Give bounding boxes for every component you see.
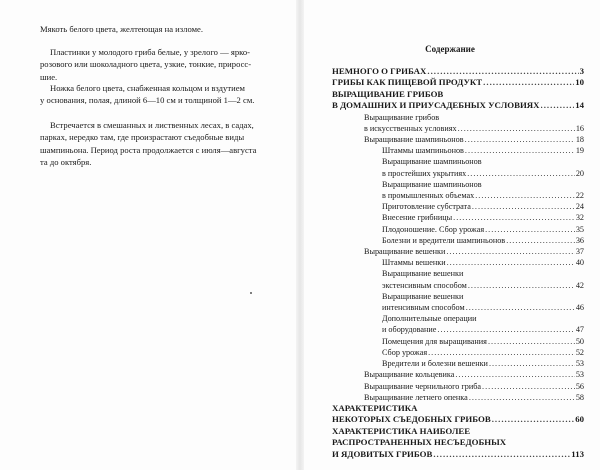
toc-entry-title-line: Выращивание кольцевика xyxy=(364,370,455,380)
toc-leader-dots xyxy=(427,66,578,77)
toc-entry-row xyxy=(382,168,584,179)
toc-page-number: 50 xyxy=(575,336,584,346)
toc-leader-dots xyxy=(482,381,575,392)
paragraph-habitat xyxy=(40,119,280,169)
toc-leader-dots xyxy=(467,168,575,179)
text-line: Пластинки у молодого гриба белые, у зрелого — ярко- xyxy=(50,47,251,57)
toc-page-number: 20 xyxy=(575,168,584,178)
text-line: та до октября. xyxy=(40,157,92,168)
toc-entry-row xyxy=(382,324,584,335)
toc-leader-dots xyxy=(472,201,575,212)
toc-entry-row xyxy=(364,392,584,403)
toc-entry-title-line: экстенсивным способом xyxy=(382,280,467,290)
toc-entry-title-line: ВЫРАЩИВАНИЕ ГРИБОВ xyxy=(332,88,444,99)
paragraph-flesh xyxy=(40,23,280,35)
toc-entry-title-line: в простейших укрытиях xyxy=(382,168,467,178)
toc-leader-dots xyxy=(437,324,574,335)
toc-entry xyxy=(332,403,584,426)
toc-entry-row xyxy=(382,347,584,358)
toc-entry-row xyxy=(332,77,584,88)
text-line: у основания, полая, длиной 6—10 см и толщиной 1—2 см. xyxy=(40,95,255,106)
scan-speck xyxy=(250,292,252,294)
toc-leader-dots xyxy=(489,358,575,369)
toc-entry xyxy=(332,291,584,313)
toc-leader-dots xyxy=(506,235,575,246)
toc-leader-dots xyxy=(455,369,574,380)
toc-entry-title-line: Помещения для выращивания xyxy=(382,336,487,346)
toc-entry-row xyxy=(382,201,584,212)
toc-page-number: 3 xyxy=(579,66,584,76)
toc-entry xyxy=(332,268,584,290)
toc-leader-dots xyxy=(468,280,575,291)
toc-leader-dots xyxy=(485,224,575,235)
toc-entry xyxy=(332,224,584,235)
toc-entry xyxy=(332,381,584,392)
toc-leader-dots xyxy=(488,336,575,347)
paragraph-gills xyxy=(40,46,280,83)
toc-entry xyxy=(332,112,584,134)
toc-entry-title-line: в искусственных условиях xyxy=(364,123,457,133)
paragraph-stem xyxy=(40,82,280,107)
toc-entry xyxy=(332,246,584,257)
toc-entry-title-line: Выращивание грибов xyxy=(364,112,440,122)
toc-page-number: 32 xyxy=(575,213,584,223)
toc-entry xyxy=(332,89,584,112)
toc-page-number: 14 xyxy=(575,100,584,111)
toc-page-number: 19 xyxy=(575,146,584,156)
toc-page-number: 53 xyxy=(575,370,584,380)
toc-entry-row xyxy=(382,190,584,201)
toc-entry-row xyxy=(382,280,584,291)
toc-entry xyxy=(332,392,584,403)
toc-title: Содержание xyxy=(425,44,475,54)
toc-entry-row xyxy=(382,235,584,246)
toc-entry-title-line: Выращивание вешенки xyxy=(364,247,446,257)
toc-leader-dots xyxy=(465,145,575,156)
toc-entry-title-line: НЕМНОГО О ГРИБАХ xyxy=(332,66,427,76)
toc-entry-title-line: Болезни и вредители шампиньонов xyxy=(382,235,506,245)
toc-entry-row xyxy=(364,246,584,257)
toc-entry-row xyxy=(382,224,584,235)
toc-page-number: 24 xyxy=(575,202,584,212)
toc-entry-row xyxy=(364,369,584,380)
toc-entry-title-line: Штаммы вешенки xyxy=(382,258,446,268)
toc-entry-row xyxy=(364,123,584,134)
toc-page-number: 36 xyxy=(575,235,584,245)
toc-entry-title-line: Выращивание чернильного гриба xyxy=(364,381,482,391)
toc-page-number: 16 xyxy=(575,123,584,133)
toc-entry-title-line: И ЯДОВИТЫХ ГРИБОВ xyxy=(332,448,433,459)
toc-entry-title-line: Выращивание шампиньонов xyxy=(382,179,482,189)
toc-entry xyxy=(332,66,584,77)
toc-entry-row xyxy=(382,212,584,223)
toc-leader-dots xyxy=(453,212,575,223)
toc-leader-dots xyxy=(492,414,574,425)
toc-entry-row xyxy=(332,100,584,111)
toc-leader-dots xyxy=(446,246,574,257)
toc-entry-title-line: Внесение грибницы xyxy=(382,213,453,223)
toc-page-number: 10 xyxy=(575,77,584,88)
text-line: Встречается в смешанных и лиственных лесах, в садах, xyxy=(50,120,254,130)
toc-leader-dots xyxy=(433,449,570,460)
toc-entry xyxy=(332,212,584,223)
toc-entry-title-line: Выращивание вешенки xyxy=(382,291,464,301)
toc-leader-dots xyxy=(466,302,575,313)
text-line: парках, нередко там, где произрастают съедобные виды xyxy=(40,132,245,143)
toc-page-number: 40 xyxy=(575,258,584,268)
toc-leader-dots xyxy=(447,257,575,268)
toc-entry-title-line: Штаммы шампиньонов xyxy=(382,146,464,156)
toc-entry-row xyxy=(332,449,584,460)
toc-entry xyxy=(332,201,584,212)
toc-entry xyxy=(332,369,584,380)
toc-page-number: 18 xyxy=(575,135,584,145)
toc-entry-title-line: РАСПРОСТРАНЕННЫХ НЕСЪЕДОБНЫХ xyxy=(332,437,507,448)
toc-entry xyxy=(332,235,584,246)
toc-entry xyxy=(332,77,584,88)
toc-page-number: 53 xyxy=(575,359,584,369)
toc-entry xyxy=(332,257,584,268)
text-line: Ножка белого цвета, снабженная кольцом и вздутием xyxy=(50,83,245,93)
toc-page-number: 58 xyxy=(575,392,584,402)
toc-entry xyxy=(332,313,584,335)
toc-entry-title-line: НЕКОТОРЫХ СЪЕДОБНЫХ ГРИБОВ xyxy=(332,414,491,425)
text-line: Мякоть белого цвета, желтеющая на изломе. xyxy=(40,24,203,34)
toc-entry-title-line: в промышленных объемах xyxy=(382,191,475,201)
toc-page-number: 47 xyxy=(575,325,584,335)
toc-entry-title-line: ХАРАКТЕРИСТИКА НАИБОЛЕЕ xyxy=(332,425,471,436)
toc-entry-row xyxy=(382,358,584,369)
toc-entry xyxy=(332,347,584,358)
toc-entry-title-line: Приготовление субстрата xyxy=(382,202,471,212)
toc-entry-row xyxy=(332,414,584,425)
toc-entry-row xyxy=(364,134,584,145)
toc-entry xyxy=(332,134,584,145)
toc-page-number: 60 xyxy=(575,414,584,425)
toc-entry xyxy=(332,156,584,178)
toc-entry-title-line: Выращивание шампиньонов xyxy=(382,157,482,167)
toc-entry-row xyxy=(382,257,584,268)
text-line: шампиньона. Период роста продолжается с июля—августа xyxy=(40,144,257,155)
toc-entry xyxy=(332,145,584,156)
toc-entry-row xyxy=(382,336,584,347)
toc-entry-title-line: интенсивным способом xyxy=(382,303,465,313)
toc-entry-title-line: Выращивание вешенки xyxy=(382,269,464,279)
right-page xyxy=(300,0,600,470)
toc-page-number: 22 xyxy=(575,191,584,201)
toc-page-number: 56 xyxy=(575,381,584,391)
toc-page-number: 46 xyxy=(575,303,584,313)
toc-page-number: 37 xyxy=(575,247,584,257)
toc-entry xyxy=(332,358,584,369)
text-line: розового или шоколадного цвета, узкие, тонкие, приросс- xyxy=(40,59,252,70)
toc-entry xyxy=(332,179,584,201)
toc-leader-dots xyxy=(458,123,575,134)
toc-page-number: 42 xyxy=(575,280,584,290)
toc-entry-title-line: Выращивание летнего опенка xyxy=(364,392,468,402)
toc-leader-dots xyxy=(428,347,575,358)
toc-leader-dots xyxy=(469,392,575,403)
toc-entry xyxy=(332,426,584,460)
toc-entry-title-line: Дополнительные операции xyxy=(382,314,477,324)
toc-page-number: 113 xyxy=(571,448,584,459)
toc-entry-title-line: Вредители и болезни вешенки xyxy=(382,359,488,369)
toc-entry-title-line: В ДОМАШНИХ И ПРИУСАДЕБНЫХ УСЛОВИЯХ xyxy=(332,100,540,111)
text-line: шие. xyxy=(40,71,58,82)
toc-leader-dots xyxy=(483,77,574,88)
toc-entry-title-line: Плодоношение. Сбор урожая xyxy=(382,224,485,234)
toc-entry-row xyxy=(364,381,584,392)
toc-entry xyxy=(332,336,584,347)
toc-entry-row xyxy=(382,145,584,156)
toc-entry-title-line: Выращивание шампиньонов xyxy=(364,135,464,145)
table-of-contents xyxy=(332,66,584,460)
toc-entry-title-line: ГРИБЫ КАК ПИЩЕВОЙ ПРОДУКТ xyxy=(332,77,483,88)
toc-page-number: 35 xyxy=(575,224,584,234)
toc-entry-title-line: ХАРАКТЕРИСТИКА xyxy=(332,402,418,413)
toc-entry-title-line: Сбор урожая xyxy=(382,347,428,357)
toc-entry-row xyxy=(382,302,584,313)
toc-leader-dots xyxy=(475,190,575,201)
toc-entry-row xyxy=(332,66,584,77)
toc-page-number: 52 xyxy=(575,347,584,357)
toc-entry-title-line: и оборудование xyxy=(382,325,437,335)
toc-leader-dots xyxy=(465,134,575,145)
toc-leader-dots xyxy=(541,100,575,111)
